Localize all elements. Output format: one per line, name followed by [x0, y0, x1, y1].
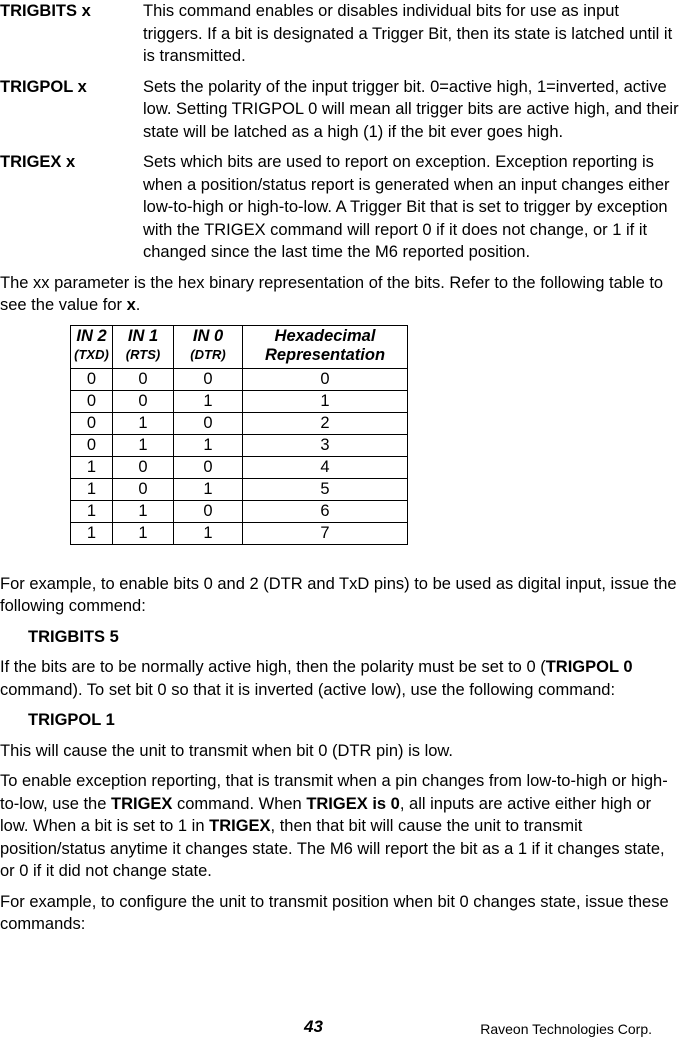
- command-trigpol: [0, 76, 680, 144]
- command-term: TRIGPOL x: [0, 77, 87, 96]
- page-footer: [0, 1016, 680, 1036]
- table-row: 1 0 0 4: [71, 456, 408, 478]
- command-example: TRIGBITS 5: [28, 627, 119, 646]
- exception-paragraph: To enable exception reporting, that is transmit when a pin changes from low-to-high or high-to-low, use the TRIGEX command. When TRIGEX is 0, all inputs are active either high or low. When a bit is set to 1 in TRIGEX, then that bit will cause the unit to transmit position/status anytime it changes state. The M6 will report the bit as a 1 if it changes state, or 0 if it did not change state.: [0, 772, 668, 880]
- table-row: 1 0 1 5: [71, 478, 408, 500]
- column-header: IN 1 (RTS): [113, 325, 174, 368]
- example-paragraph: For example, to enable bits 0 and 2 (DTR and TxD pins) to be used as digital input, issue the following commend:: [0, 574, 677, 615]
- column-header: Hexadecimal Representation: [243, 325, 408, 368]
- table-row: 1 1 0 6: [71, 500, 408, 522]
- command-description: Sets the polarity of the input trigger bit. 0=active high, 1=inverted, active low. Setting TRIGPOL 0 will mean all trigger bits are active high, and their state will be latched as a high (1) if the bit ever goes high.: [143, 77, 679, 141]
- command-example: TRIGPOL 1: [28, 711, 115, 729]
- table-row: 0 0 1 1: [71, 390, 408, 412]
- table-header-row: [71, 325, 408, 368]
- command-trigex: [0, 151, 680, 264]
- company-name: Raveon Technologies Corp.: [480, 1021, 652, 1037]
- hex-table: [70, 325, 408, 545]
- result-paragraph: This will cause the unit to transmit when bit 0 (DTR pin) is low.: [0, 741, 454, 760]
- configure-paragraph: For example, to configure the unit to transmit position when bit 0 changes state, issue these commands:: [0, 892, 669, 933]
- command-term: TRIGEX x: [0, 153, 76, 171]
- table-row: 1 1 1 7: [71, 522, 408, 544]
- page-number: 43: [304, 1017, 323, 1036]
- table-row: 0 1 1 3: [71, 434, 408, 456]
- intro-paragraph: The xx parameter is the hex binary representation of the bits. Refer to the following table to see the value for x.: [0, 273, 664, 314]
- polarity-paragraph: If the bits are to be normally active high, then the polarity must be set to 0 (TRIGPOL 0 command). To set bit 0 so that it is inverted (active low), use the following command:: [0, 658, 633, 699]
- command-term: TRIGBITS x: [0, 2, 91, 20]
- column-header: IN 0 (DTR): [174, 325, 243, 368]
- column-header: IN 2 (TXD): [71, 325, 113, 368]
- command-description: This command enables or disables individual bits for use as input triggers. If a bit is designated a Trigger Bit, then its state is latched until it is transmitted.: [143, 2, 673, 65]
- table-row: 0 1 0 2: [71, 412, 408, 434]
- command-trigbits: [0, 0, 680, 68]
- table-row: 0 0 0 0: [71, 368, 408, 390]
- command-description: Sets which bits are used to report on exception. Exception reporting is when a position/status report is generated when an input changes either low-to-high or high-to-low. A Trigger Bit that is set to trigger by exception with the TRIGEX command will report 0 if it does not change, or 1 if it changed since the last time the M6 reported position.: [143, 153, 670, 261]
